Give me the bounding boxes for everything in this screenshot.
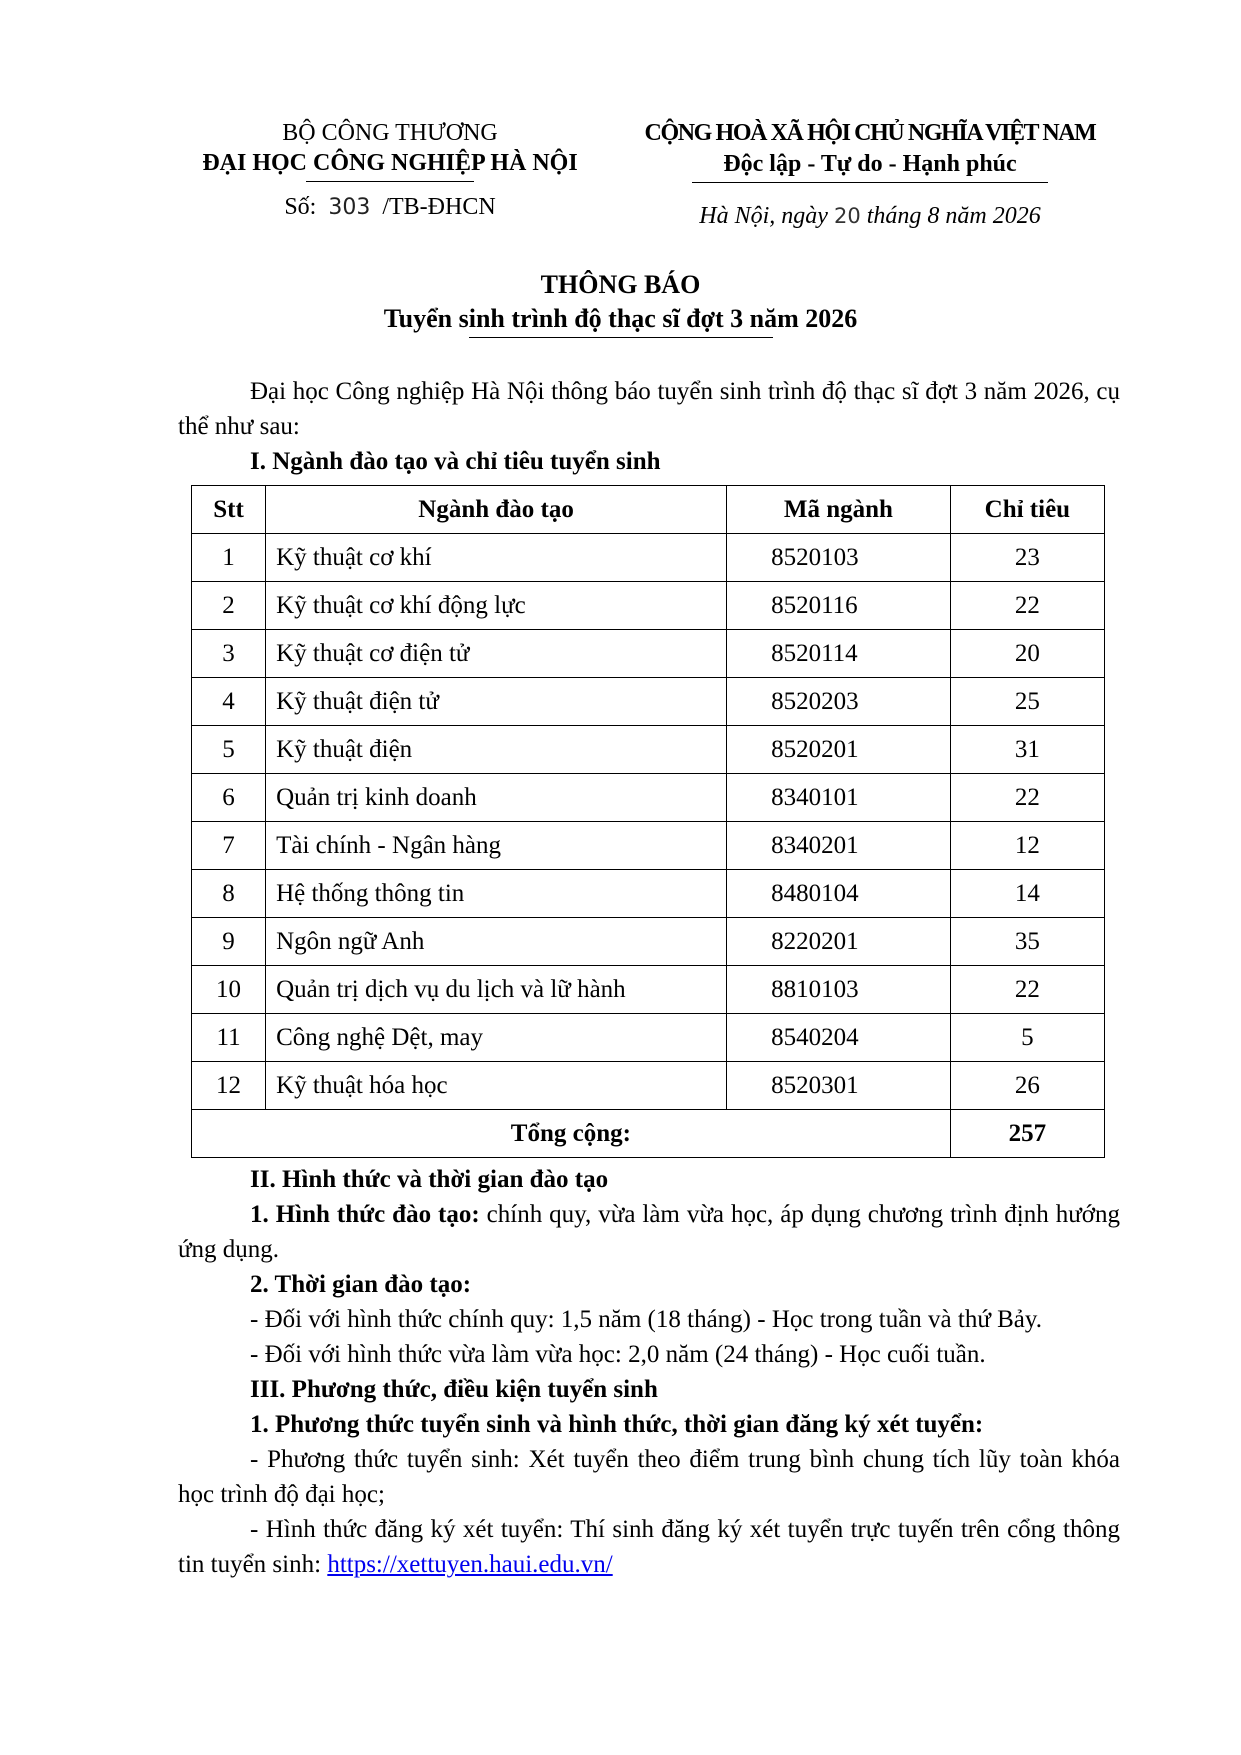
- doc-number-handwritten: 303: [328, 195, 371, 220]
- row-code: 8520114: [727, 630, 951, 678]
- section-3-sub1-heading: 1. Phương thức tuyển sinh và hình thức, thời gian đăng ký xét tuyển:: [250, 1411, 984, 1438]
- table-row: [192, 822, 1105, 870]
- table-row: [192, 678, 1105, 726]
- row-stt: 8: [192, 870, 266, 918]
- row-stt: 1: [192, 534, 266, 582]
- table-row: [192, 726, 1105, 774]
- table-row: [192, 774, 1105, 822]
- country-name: CỘNG HOÀ XÃ HỘI CHỦ NGHĨA VIỆT NAM: [644, 120, 1096, 146]
- university-name: ĐẠI HỌC CÔNG NGHIỆP HÀ NỘI: [202, 150, 578, 176]
- table-row: [192, 1062, 1105, 1110]
- registration-form-text: - Hình thức đăng ký xét tuyển: Thí sinh đăng ký xét tuyển trực tuyến trên cổng thông tin tuyển sinh:: [178, 1516, 1120, 1578]
- row-stt: 2: [192, 582, 266, 630]
- row-code: 8520116: [727, 582, 951, 630]
- col-header-quota: Chỉ tiêu: [950, 486, 1104, 534]
- document-title: THÔNG BÁO: [540, 270, 701, 299]
- quota-table: [191, 485, 1105, 1158]
- row-code: 8540204: [727, 1014, 951, 1062]
- row-code: 8480104: [727, 870, 951, 918]
- document-body: [178, 374, 1120, 1582]
- training-form-paragraph: [178, 1197, 1120, 1267]
- row-major: Ngôn ngữ Anh: [266, 918, 727, 966]
- document-title-block: [0, 268, 1241, 338]
- national-motto: Độc lập - Tự do - Hạnh phúc: [723, 151, 1017, 177]
- date-day-handwritten: 20: [833, 204, 861, 228]
- row-stt: 11: [192, 1014, 266, 1062]
- table-row: [192, 630, 1105, 678]
- row-quota: 25: [950, 678, 1104, 726]
- row-quota: 31: [950, 726, 1104, 774]
- row-quota: 14: [950, 870, 1104, 918]
- row-quota: 23: [950, 534, 1104, 582]
- row-major: Kỹ thuật hóa học: [266, 1062, 727, 1110]
- row-code: 8520203: [727, 678, 951, 726]
- row-quota: 20: [950, 630, 1104, 678]
- training-form-text: chính quy, vừa làm vừa học, áp dụng chương trình định hướng ứng dụng.: [178, 1201, 1120, 1263]
- row-quota: 5: [950, 1014, 1104, 1062]
- issuer-header: [160, 118, 620, 223]
- section-1-heading: I. Ngành đào tạo và chỉ tiêu tuyển sinh: [250, 448, 661, 475]
- row-quota: 22: [950, 582, 1104, 630]
- row-code: 8520301: [727, 1062, 951, 1110]
- total-label: Tổng cộng:: [192, 1110, 951, 1158]
- row-quota: 26: [950, 1062, 1104, 1110]
- row-quota: 22: [950, 774, 1104, 822]
- row-major: Công nghệ Dệt, may: [266, 1014, 727, 1062]
- table-row: [192, 534, 1105, 582]
- col-header-code: Mã ngành: [727, 486, 951, 534]
- place-date: [620, 201, 1120, 231]
- university-underline: [306, 181, 474, 182]
- doc-number-suffix: /TB-ĐHCN: [382, 194, 496, 220]
- row-stt: 5: [192, 726, 266, 774]
- intro-paragraph: Đại học Công nghiệp Hà Nội thông báo tuyển sinh trình độ thạc sĩ đợt 3 năm 2026, cụ thể như sau:: [178, 378, 1120, 440]
- registration-portal-link[interactable]: https://xettuyen.haui.edu.vn/: [327, 1551, 613, 1578]
- row-code: 8520103: [727, 534, 951, 582]
- row-code: 8220201: [727, 918, 951, 966]
- row-quota: 35: [950, 918, 1104, 966]
- table-row: [192, 582, 1105, 630]
- document-number: [160, 192, 620, 223]
- row-stt: 10: [192, 966, 266, 1014]
- ministry-name: BỘ CÔNG THƯƠNG: [282, 120, 498, 146]
- row-major: Kỹ thuật cơ điện tử: [266, 630, 727, 678]
- row-quota: 12: [950, 822, 1104, 870]
- table-row: [192, 1014, 1105, 1062]
- row-code: 8340101: [727, 774, 951, 822]
- quota-table-body: [192, 534, 1105, 1158]
- row-code: 8340201: [727, 822, 951, 870]
- section-3-heading: III. Phương thức, điều kiện tuyển sinh: [250, 1376, 658, 1403]
- row-major: Hệ thống thông tin: [266, 870, 727, 918]
- table-row: [192, 966, 1105, 1014]
- row-stt: 6: [192, 774, 266, 822]
- national-header: [620, 118, 1120, 231]
- table-row: [192, 918, 1105, 966]
- row-major: Kỹ thuật điện: [266, 726, 727, 774]
- row-major: Kỹ thuật điện tử: [266, 678, 727, 726]
- row-code: 8810103: [727, 966, 951, 1014]
- row-major: Tài chính - Ngân hàng: [266, 822, 727, 870]
- row-stt: 7: [192, 822, 266, 870]
- admission-method: - Phương thức tuyển sinh: Xét tuyển theo điểm trung bình chung tích lũy toàn khóa học trình độ đại học;: [178, 1446, 1120, 1508]
- row-quota: 22: [950, 966, 1104, 1014]
- date-suffix: tháng 8 năm 2026: [866, 203, 1041, 229]
- section-2-heading: II. Hình thức và thời gian đào tạo: [250, 1166, 609, 1193]
- row-major: Kỹ thuật cơ khí: [266, 534, 727, 582]
- row-major: Quản trị kinh doanh: [266, 774, 727, 822]
- row-stt: 4: [192, 678, 266, 726]
- doc-number-prefix: Số:: [284, 194, 317, 220]
- table-row: [192, 870, 1105, 918]
- row-stt: 3: [192, 630, 266, 678]
- training-time-parttime: - Đối với hình thức vừa làm vừa học: 2,0 năm (24 tháng) - Học cuối tuần.: [250, 1341, 986, 1368]
- row-major: Kỹ thuật cơ khí động lực: [266, 582, 727, 630]
- training-form-label: 1. Hình thức đào tạo:: [250, 1201, 480, 1228]
- row-major: Quản trị dịch vụ du lịch và lữ hành: [266, 966, 727, 1014]
- training-time-fulltime: - Đối với hình thức chính quy: 1,5 năm (18 tháng) - Học trong tuần và thứ Bảy.: [250, 1306, 1043, 1333]
- motto-underline: [692, 182, 1048, 183]
- col-header-stt: Stt: [192, 486, 266, 534]
- row-stt: 12: [192, 1062, 266, 1110]
- table-total-row: [192, 1110, 1105, 1158]
- row-code: 8520201: [727, 726, 951, 774]
- registration-form-paragraph: [178, 1512, 1120, 1582]
- subtitle-underline: [469, 337, 773, 338]
- date-prefix: Hà Nội, ngày: [699, 203, 828, 229]
- row-stt: 9: [192, 918, 266, 966]
- col-header-major: Ngành đào tạo: [266, 486, 727, 534]
- document-subtitle: Tuyển sinh trình độ thạc sĩ đợt 3 năm 2026: [383, 304, 858, 333]
- table-header-row: [192, 486, 1105, 534]
- training-time-label: 2. Thời gian đào tạo:: [250, 1271, 472, 1298]
- total-value: 257: [950, 1110, 1104, 1158]
